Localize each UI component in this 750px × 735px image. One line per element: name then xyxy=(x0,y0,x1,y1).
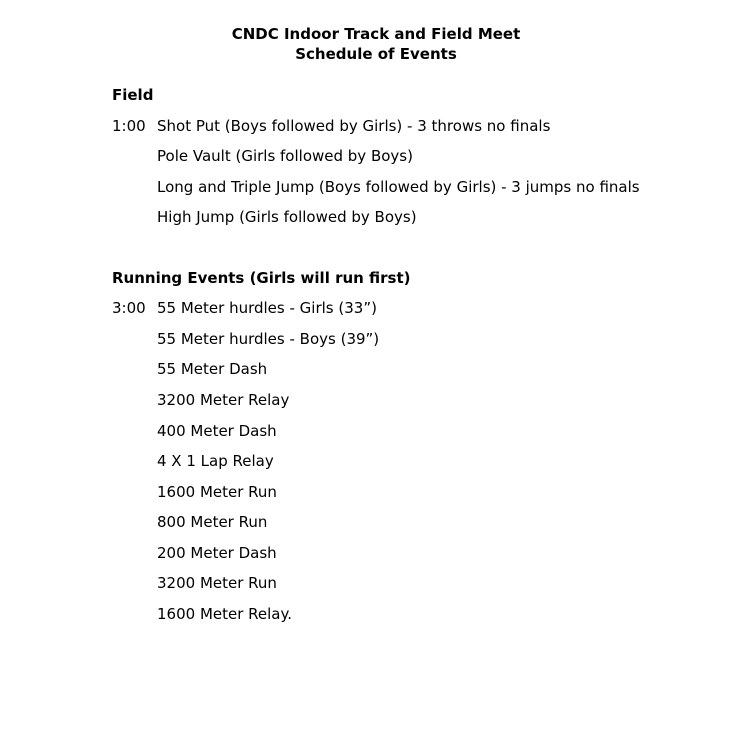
running-event-55m-hurdles-boys: 55 Meter hurdles - Boys (39”) xyxy=(157,330,380,348)
running-event-55m-dash: 55 Meter Dash xyxy=(157,360,268,378)
running-section-heading: Running Events (Girls will run first) xyxy=(112,269,411,287)
title-line-1: CNDC Indoor Track and Field Meet xyxy=(231,25,521,43)
title-line-2: Schedule of Events xyxy=(295,45,457,63)
running-event-3200m-relay: 3200 Meter Relay xyxy=(157,391,290,409)
running-event-1600m-relay: 1600 Meter Relay. xyxy=(157,605,292,623)
running-event-3200m-run: 3200 Meter Run xyxy=(157,574,277,592)
running-event-400m-dash: 400 Meter Dash xyxy=(157,422,277,440)
field-event-pole-vault: Pole Vault (Girls followed by Boys) xyxy=(157,147,413,165)
field-event-shot-put: Shot Put (Boys followed by Girls) - 3 throws no finals xyxy=(157,117,551,135)
running-event-200m-dash: 200 Meter Dash xyxy=(157,544,277,562)
field-section-heading: Field xyxy=(112,86,154,104)
field-start-time: 1:00 xyxy=(112,117,146,135)
running-event-800m-run: 800 Meter Run xyxy=(157,513,268,531)
running-event-1600m-run: 1600 Meter Run xyxy=(157,483,277,501)
document-title xyxy=(0,24,750,64)
running-event-55m-hurdles-girls: 55 Meter hurdles - Girls (33”) xyxy=(157,299,377,317)
field-event-high-jump: High Jump (Girls followed by Boys) xyxy=(157,208,417,226)
running-start-time: 3:00 xyxy=(112,299,146,317)
running-event-4x1-lap-relay: 4 X 1 Lap Relay xyxy=(157,452,274,470)
field-event-long-triple-jump: Long and Triple Jump (Boys followed by Girls) - 3 jumps no finals xyxy=(157,178,640,196)
